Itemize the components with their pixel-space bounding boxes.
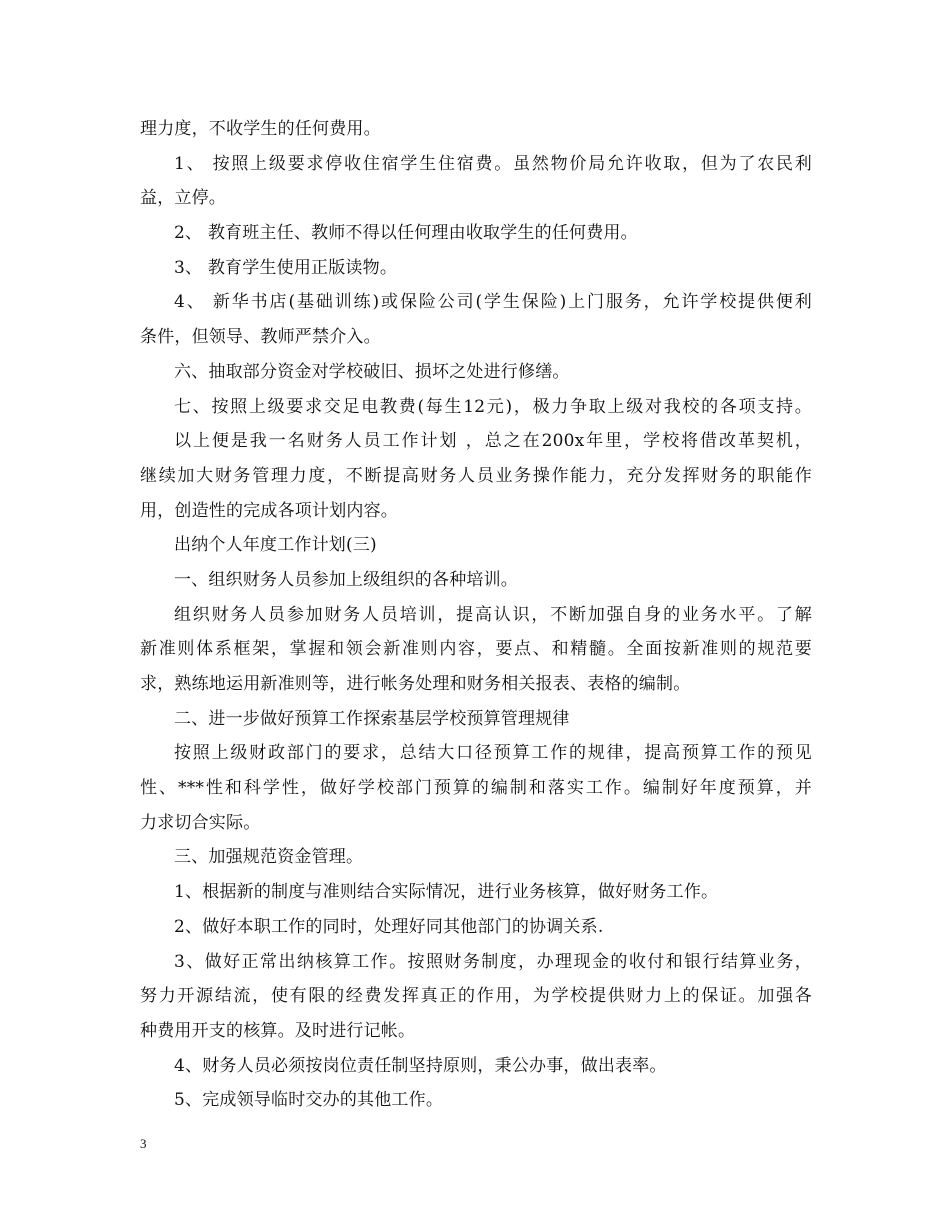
text-line: 力求切合实际。 (140, 812, 261, 833)
text-line: 性、***性和科学性，做好学校部门预算的编制和落实工作。编制好年度预算，并 (140, 778, 812, 799)
text-line: 三、加强规范资金管理。 (174, 847, 364, 868)
text-line: 六、抽取部分资金对学校破旧、损坏之处进行修缮。 (174, 361, 570, 382)
text-line: 一、组织财务人员参加上级组织的各种培训。 (174, 569, 518, 590)
text-line: 4、 新华书店(基础训练)或保险公司(学生保险)上门服务，允许学校提供便利 (174, 292, 812, 313)
text-line: 二、进一步做好预算工作探索基层学校预算管理规律 (174, 708, 570, 729)
document-body (140, 112, 812, 1118)
text-line: 2、做好本职工作的同时，处理好同其他部门的协调关系. (174, 916, 604, 937)
text-line: 条件，但领导、教师严禁介入。 (140, 327, 381, 348)
text-line: 新准则体系框架，掌握和领会新准则内容，要点、和精髓。全面按新准则的规范要 (140, 639, 812, 660)
text-line: 求，熟练地运用新准则等，进行帐务处理和财务相关报表、表格的编制。 (140, 674, 691, 694)
text-line: 理力度，不收学生的任何费用。 (140, 119, 381, 139)
text-line: 5、完成领导临时交办的其他工作。 (174, 1090, 444, 1111)
text-line: 用，创造性的完成各项计划内容。 (140, 500, 398, 521)
text-line: 益，立停。 (140, 188, 226, 209)
text-line: 以上便是我一名财务人员工作计划 ，总之在200x年里，学校将借改革契机， (174, 431, 812, 452)
text-line: 继续加大财务管理力度，不断提高财务人员业务操作能力，充分发挥财务的职能作 (140, 465, 812, 486)
page-number: 3 (140, 1136, 147, 1151)
text-line: 3、 教育学生使用正版读物。 (174, 257, 398, 278)
text-line: 3、做好正常出纳核算工作。按照财务制度，办理现金的收付和银行结算业务， (174, 951, 812, 972)
text-line: 组织财务人员参加财务人员培训，提高认识，不断加强自身的业务水平。了解 (174, 604, 812, 625)
text-line: 4、财务人员必须按岗位责任制坚持原则，秉公办事，做出表率。 (174, 1055, 667, 1076)
text-line: 种费用开支的核算。及时进行记帐。 (140, 1020, 416, 1041)
text-line: 1、 按照上级要求停收住宿学生住宿费。虽然物价局允许收取，但为了农民利 (174, 153, 812, 174)
text-line: 七、按照上级要求交足电教费(每生12元)，极力争取上级对我校的各项支持。 (174, 396, 812, 417)
text-line: 1、根据新的制度与准则结合实际情况，进行业务核算，做好财务工作。 (174, 882, 719, 903)
text-line: 按照上级财政部门的要求，总结大口径预算工作的规律，提高预算工作的预见 (174, 743, 812, 764)
text-line: 出纳个人年度工作计划(三) (174, 535, 377, 556)
text-line: 努力开源结流，使有限的经费发挥真正的作用，为学校提供财力上的保证。加强各 (140, 986, 812, 1007)
text-line: 2、 教育班主任、教师不得以任何理由收取学生的任何费用。 (174, 223, 638, 244)
